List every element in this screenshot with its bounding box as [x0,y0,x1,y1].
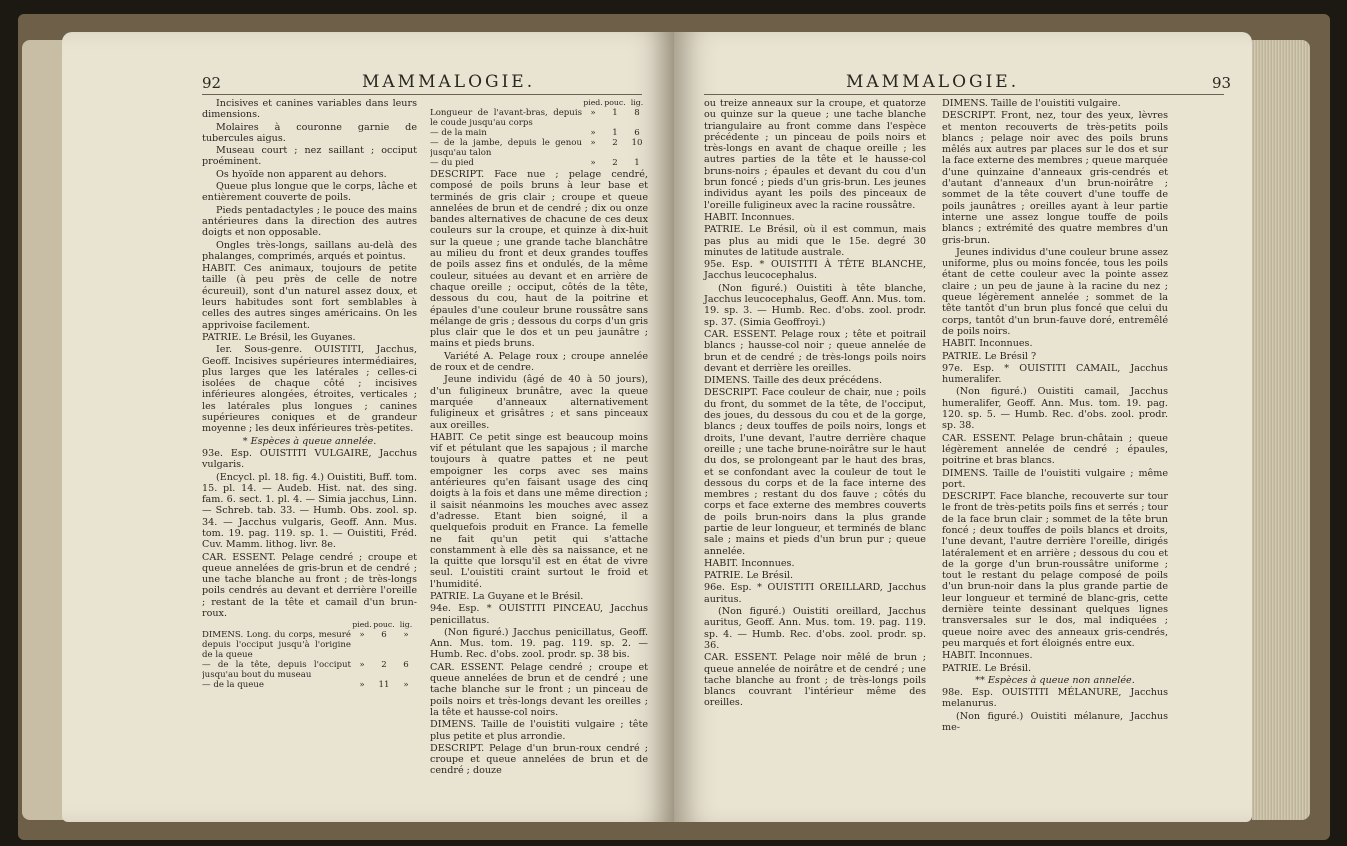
dimension-row [202,660,417,680]
page-edges-right [1252,40,1310,820]
paragraph-char-essent: CAR. ESSENT. Pelage cendré ; croupe et queue annelées de gris-brun et de cendré ; une tache blanche au front ; de très-longs poils cendrés au devant et derrière l'oreille ; restant de la tête et camail d'un brun-roux. [202,551,417,620]
dimension-label: — de la queue [202,680,264,691]
dimension-value: 10 [631,138,643,148]
paragraph-habit: HABIT. Ces animaux, toujours de petite taille (à peu près de celle de notre écureuil), sont d'un naturel assez doux, et leurs habitudes sont fort semblables à celles des autres singes américains. On les apprivoise facilement. [202,263,417,331]
paragraph-references: (Encycl. pl. 18. fig. 4.) Ouistiti, Buff. tom. 15. pl. 14. — Audeb. Hist. nat. des sing. fam. 6. sect. 1. pl. 4. — Simia jacchus, Linn. — Schreb. tab. 33. — Humb. Obs. zool. sp. 34. — Jacchus vulgaris, Geoff. Ann. Mus. tom. 19. pag. 119. sp. 1. — Ouistiti, Fréd. Cuv. Mamm. lithog. livr. 8e. [202,471,417,551]
paragraph-char-essent: CAR. ESSENT. Pelage brun-châtain ; queue légèrement annelée de cendré ; épaules, poitrine et bras blancs. [942,432,1168,467]
dimension-label: DIMENS. Long. du corps, mesuré depuis l'occiput jusqu'à l'origine de la queue [202,630,351,661]
dimension-label: Longueur de l'avant-bras, depuis le coude jusqu'au corps [430,108,582,128]
paragraph: Incisives et canines variables dans leurs dimensions. [202,98,417,121]
species-heading: 97e. Esp. * OUISTITI CAMAIL, Jacchus humeralifer. [942,362,1168,386]
left-page-number: 92 [202,74,222,92]
paragraph-dimens: DIMENS. Taille de l'ouistiti vulgaire ; même port. [942,467,1168,490]
paragraph: Pieds pentadactyles ; le pouce des mains antérieures dans la direction des autres doigts et non opposable. [202,204,417,239]
species-heading: 93e. Esp. OUISTITI VULGAIRE, Jacchus vulgaris. [202,447,417,471]
unit-label: pied. [352,620,372,630]
paragraph-jeunes: Jeunes individus d'une couleur brune assez uniforme, plus ou moins foncée, tous les poils étant de cette couleur avec la pointe assez claire ; un peu de jaune à la racine du nez ; queue légèrement annelée ; sommet de la tête tantôt d'un brun plus foncé que celui du corps, tantôt d'un brun-fauve doré, entremêlé de poils noirs. [942,246,1168,337]
species-heading: 95e. Esp. * OUISTITI À TÊTE BLANCHE, Jacchus leucocephalus. [704,259,926,282]
paragraph-descript: DESCRIPT. Front, nez, tour des yeux, lèvres et menton recouverts de très-petits poils blancs ; pelage noir avec des poils bruns mêlés aux autres par places sur le dos et sur la face externe des membres ; queue marquée d'une quinzaine d'anneaux gris-cendrés et d'autant d'anneaux d'un brun-noirâtre ; sommet de la tête couvert d'une touffe de poils jaunâtres ; oreilles ayant à leur partie interne une assez longue touffe de poils blancs ; extrémité des quatre membres d'un gris-brun. [942,110,1168,246]
paragraph-dimens: DIMENS. Taille de l'ouistiti vulgaire ; tête plus petite et plus arrondie. [430,719,648,742]
dimension-value: 1 [634,158,640,168]
paragraph-references: (Non figuré.) Jacchus penicillatus, Geoff. Ann. Mus. tom. 19. pag. 119. sp. 2. — Humb. Rec. d'obs. zool. prodr. sp. 38 bis. [430,626,648,661]
dimension-row [430,138,648,158]
dimension-row [430,108,648,128]
dimension-value: » [359,630,365,641]
dimension-value: 2 [381,660,387,671]
dimension-value: 11 [378,680,390,691]
dimension-label: — de la jambe, depuis le genou jusqu'au talon [430,138,582,158]
unit-label: pied. [583,98,603,107]
paragraph-variete: Variété A. Pelage roux ; croupe annelée de roux et de cendre. [430,350,648,374]
dimension-value: 1 [612,108,618,118]
paragraph-references: (Non figuré.) Ouistiti oreillard, Jacchus auritus, Geoff. Ann. Mus. tom. 19. pag. 119. sp. 4. — Humb. Rec. d'obs. zool. prodr. sp. 36. [704,606,926,651]
left-header-rule [202,94,642,95]
right-column-1 [704,98,926,710]
dimension-label: — de la tête, depuis l'occiput jusqu'au bout du museau [202,660,351,681]
species-heading: 96e. Esp. * OUISTITI OREILLARD, Jacchus auritus. [704,582,926,605]
paragraph-patrie: PATRIE. Le Brésil, où il est commun, mais pas plus au midi que le 15e. degré 30 minutes de latitude australe. [704,224,926,258]
left-column-1 [202,98,417,691]
paragraph-descript: DESCRIPT. Face nue ; pelage cendré, composé de poils bruns à leur base et terminés de gris clair ; croupe et queue annelées de brun et de cendré ; dix ou onze bandes alternatives de chacune de ces deux couleurs sur la croupe, et quinze à dix-huit sur la queue ; une grande tache blanchâtre au milieu du front et deux grandes touffes de poils assez fins et ondulés, de la même couleur, situées au devant et en arrière de chaque oreille ; occiput, côtés de la tête, dessous du cou, haut de la poitrine et épaules d'une couleur brune roussâtre sans mélange de gris ; dessous du corps d'un gris plus clair que le dos et un peu jaunâtre ; mains et pieds bruns. [430,169,648,350]
dimension-value: 2 [612,158,618,168]
dimension-label: — de la main [430,128,487,138]
dimension-label: — du pied [430,158,474,168]
right-column-2 [942,98,1168,734]
paragraph-jeune: Jeune individu (âgé de 40 à 50 jours), d'un fuligineux brunâtre, avec la queue marquée d'anneaux alternativement fuligineux et grisâtres ; et sans pinceaux aux oreilles. [430,374,648,431]
paragraph-dimens: DIMENS. Taille de l'ouistiti vulgaire. [942,98,1121,109]
species-heading: 98e. Esp. OUISTITI MÉLANURE, Jacchus melanurus. [942,687,1168,710]
dimension-value: » [590,128,596,138]
dimensions-table-1 [202,620,417,690]
paragraph-habit: HABIT. Ce petit singe est beaucoup moins vif et pétulant que les sapajous ; il marche toujours à quatre pattes et ne peut empoigner les corps avec ses mains antérieures qu'en faisant usage des cinq doigts à la fois et dans une même direction ; il saisit néanmoins les mouches avec assez d'adresse. Etant bien soigné, il a quelquefois produit en France. La femelle ne fait qu'un petit qui s'attache constamment à elle dès sa naissance, et ne la quitte que lorsqu'il est en état de vivre seul. L'ouistiti craint surtout le froid et l'humidité. [430,431,648,590]
paragraph: Ongles très-longs, saillans au-delà des phalanges, comprimés, arqués et pointus. [202,239,417,262]
dimension-value: 6 [381,630,387,641]
right-page-number: 93 [1212,74,1232,92]
dimension-value: » [590,138,596,148]
dimensions-header [430,98,648,108]
paragraph-habit: HABIT. Inconnues. [704,211,795,223]
dimension-value: » [403,630,409,641]
paragraph-descript: DESCRIPT. Pelage d'un brun-roux cendré ; croupe et queue annelées de brun et de cendré ; douze [430,742,648,777]
right-page-header: MAMMALOGIE. [846,72,1020,92]
paragraph-subgenus: Ier. Sous-genre. OUISTITI, Jacchus, Geoff. Incisives supérieures intermédiaires, plus larges que les latérales ; celles-ci isolées de chaque côté ; incisives inférieures alongées, étroites, verticales ; les latérales plus longues ; canines supérieures coniques et de grandeur moyenne ; les deux inférieures très-petites. [202,344,417,435]
dimension-value: » [590,158,596,168]
section-heading: * Espèces à queue annelée. [242,435,377,447]
species-heading: 94e. Esp. * OUISTITI PINCEAU, Jacchus penicillatus. [430,603,648,626]
dimension-row [430,128,648,138]
unit-label: lig. [630,98,644,107]
dimensions-table-2 [430,98,648,168]
section-heading: ** Espèces à queue non annelée. [975,674,1135,686]
paragraph-habit: HABIT. Inconnues. [942,650,1033,662]
unit-label: lig. [399,620,413,630]
dimension-row [202,630,417,660]
paragraph-descript: DESCRIPT. Face blanche, recouverte sur tour le front de très-petits poils fins et serrés ; tour de la face brun clair ; sommet de la tête brun foncé ; deux touffes de poils blancs et droits, l'une devant, l'autre derrière l'oreille, dirigés latéralement et en arrière ; dessous du cou et de la gorge d'un brun-roussâtre uniforme ; tout le restant du pelage composé de poils d'un brun-noir dans la plus grande partie de leur longueur et terminé de blanc-gris, cette dernière teinte dessinant quelques lignes transversales sur le dos, mal indiquées ; queue noire avec des anneaux gris-cendrés, peu marqués et fort éloignés entre eux. [942,491,1168,649]
dimension-value: » [590,108,596,118]
paragraph-char-essent: CAR. ESSENT. Pelage roux ; tête et poitrail blancs ; hausse-col noir ; queue annelée de brun et de cendré ; de très-longs poils noirs devant et derrière les oreilles. [704,328,926,374]
dimension-value: 1 [612,128,618,138]
right-header-rule [704,94,1224,95]
paragraph-char-essent: CAR. ESSENT. Pelage noir mêlé de brun ; queue annelée de noirâtre et de cendré ; une tache blanche au front ; de très-longs poils blancs couvrant l'intérieur même des oreilles. [704,652,926,709]
paragraph-dimens: DIMENS. Taille des deux précédens. [704,375,883,387]
paragraph-references: (Non figuré.) Ouistiti mélanure, Jacchus me- [942,710,1168,734]
paragraph-patrie: PATRIE. Le Brésil. [942,662,1032,674]
paragraph: Os hyoïde non apparent au dehors. [216,168,387,180]
dimension-value: 8 [634,108,640,118]
dimension-value: 6 [403,660,409,671]
dimension-value: 6 [634,128,640,138]
dimension-value: » [403,680,409,691]
paragraph: ou treize anneaux sur la croupe, et quatorze ou quinze sur la queue ; une tache blanche triangulaire au front comme dans l'espèce précédente ; un pinceau de poils noirs et très-longs en avant de chaque oreille ; les autres parties de la tête et le hausse-col bruns-noirs ; épaules et devant du cou d'un brun foncé ; pieds d'un gris-brun. Les jeunes individus ayant les poils des pinceaux de l'oreille fuligineux avec la racine roussâtre. [704,98,926,211]
page-edges-left [22,40,64,820]
paragraph-habit: HABIT. Inconnues. [942,338,1033,350]
dimension-value: » [359,660,365,671]
dimension-row [202,680,417,690]
paragraph: Museau court ; nez saillant ; occiput proéminent. [202,145,417,168]
paragraph-habit: HABIT. Inconnues. [704,557,795,569]
paragraph-patrie: PATRIE. Le Brésil. [704,570,794,582]
paragraph-patrie: PATRIE. La Guyane et le Brésil. [430,590,584,602]
dimension-row [430,158,648,168]
paragraph-references: (Non figuré.) Ouistiti à tête blanche, Jacchus leucocephalus, Geoff. Ann. Mus. tom. 19. sp. 3. — Humb. Rec. d'obs. zool. prodr. sp. 37. (Simia Geoffroyi.) [704,282,926,328]
left-page-header: MAMMALOGIE. [362,72,536,92]
unit-label: pouc. [373,620,395,630]
right-page [674,32,1252,822]
dimension-value: 2 [612,138,618,148]
left-page [62,32,674,822]
paragraph-descript: DESCRIPT. Face couleur de chair, nue ; poils du front, du sommet de la tête, de l'occiput, des joues, du dessous du cou et de la gorge, blancs ; deux touffes de poils noirs, longs et droits, l'une devant, l'autre derrière chaque oreille ; une tache brune-noirâtre sur le haut du dos, se prolongeant par le haut des bras, et se confondant avec la couleur de tout le dessous du corps et de la face interne des membres ; restant du dos fauve ; côtés du corps et face externe des membres couverts de poils brun-noirs dans la plus grande partie de leur longueur, et terminés de blanc sale ; mains et pieds d'un brun pur ; queue annelée. [704,387,926,557]
paragraph: Molaires à couronne garnie de tubercules aigus. [202,121,417,144]
paragraph-char-essent: CAR. ESSENT. Pelage cendré ; croupe et queue annelées de brun et de cendré ; une tache blanche sur le front ; un pinceau de poils noirs et très-longs devant les oreilles ; la tête et hausse-col noirs. [430,661,648,718]
dimension-value: » [359,680,365,691]
paragraph-references: (Non figuré.) Ouistiti camail, Jacchus humeralifer, Geoff. Ann. Mus. tom. 19. pag. 120. sp. 5. — Humb. Rec. d'obs. zool. prodr. sp. 38. [942,386,1168,432]
dimensions-header [202,620,417,630]
paragraph: Queue plus longue que le corps, lâche et entièrement couverte de poils. [202,181,417,204]
paragraph-patrie: PATRIE. Le Brésil, les Guyanes. [202,331,356,343]
left-column-2 [430,98,648,778]
paragraph-patrie: PATRIE. Le Brésil ? [942,350,1037,362]
unit-label: pouc. [604,98,626,107]
